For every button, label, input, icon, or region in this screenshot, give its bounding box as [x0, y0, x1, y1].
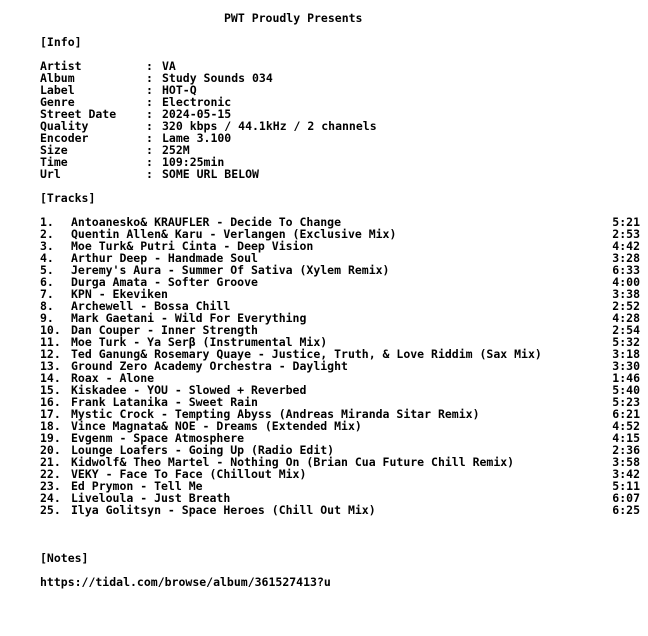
track-duration: 6:21	[612, 407, 640, 421]
track-number: 2.	[40, 227, 54, 241]
info-row	[40, 120, 640, 132]
track-number: 16.	[40, 395, 61, 409]
track-title: Moe Turk - Ya Serβ (Instrumental Mix)	[71, 335, 328, 349]
track-duration: 3:30	[612, 359, 640, 373]
track-number: 3.	[40, 239, 54, 253]
track-title: Arthur Deep - Handmade Soul	[71, 251, 258, 265]
info-separator: :	[146, 131, 153, 145]
info-key: Time	[40, 155, 68, 169]
info-row	[40, 72, 640, 84]
track-number: 1.	[40, 215, 54, 229]
track-duration: 2:36	[612, 443, 640, 457]
track-duration: 3:38	[612, 287, 640, 301]
info-value: 320 kbps / 44.1kHz / 2 channels	[162, 119, 377, 133]
info-value: Electronic	[162, 95, 232, 109]
track-title: Moe Turk& Putri Cinta - Deep Vision	[71, 239, 314, 253]
track-number: 6.	[40, 275, 54, 289]
track-number: 12.	[40, 347, 61, 361]
document-body	[40, 12, 640, 588]
tracks-heading: [Tracks]	[40, 191, 96, 205]
track-number: 15.	[40, 383, 61, 397]
info-list	[40, 60, 640, 180]
track-title: Liveloula - Just Breath	[71, 491, 231, 505]
track-title: Roax - Alone	[71, 371, 155, 385]
track-row	[40, 504, 640, 516]
track-title: VEKY - Face To Face (Chillout Mix)	[71, 467, 307, 481]
track-duration: 4:00	[612, 275, 640, 289]
info-row	[40, 84, 640, 96]
track-duration: 6:33	[612, 263, 640, 277]
track-title: Dan Couper - Inner Strength	[71, 323, 258, 337]
track-title: Mystic Crock - Tempting Abyss (Andreas Miranda Sitar Remix)	[71, 407, 480, 421]
track-duration: 5:23	[612, 395, 640, 409]
track-duration: 5:40	[612, 383, 640, 397]
info-separator: :	[146, 167, 153, 181]
info-value: 252M	[162, 143, 190, 157]
info-key: Album	[40, 71, 75, 85]
info-key: Encoder	[40, 131, 89, 145]
notes-link[interactable]: https://tidal.com/browse/album/361527413?u	[40, 575, 331, 589]
track-number: 8.	[40, 299, 54, 313]
track-number: 11.	[40, 335, 61, 349]
track-number: 5.	[40, 263, 54, 277]
track-duration: 6:07	[612, 491, 640, 505]
track-title: Evgenm - Space Atmosphere	[71, 431, 245, 445]
track-number: 9.	[40, 311, 54, 325]
track-number: 14.	[40, 371, 61, 385]
track-title: Kidwolf& Theo Martel - Nothing On (Brian Cua Future Chill Remix)	[71, 455, 515, 469]
track-duration: 3:58	[612, 455, 640, 469]
info-row	[40, 156, 640, 168]
track-title: Frank Latanika - Sweet Rain	[71, 395, 258, 409]
info-separator: :	[146, 143, 153, 157]
track-duration: 4:28	[612, 311, 640, 325]
track-list	[40, 216, 640, 516]
info-row	[40, 60, 640, 72]
info-separator: :	[146, 83, 153, 97]
track-number: 20.	[40, 443, 61, 457]
info-key: Artist	[40, 59, 82, 73]
track-duration: 5:11	[612, 479, 640, 493]
info-value: 2024-05-15	[162, 107, 232, 121]
info-heading: [Info]	[40, 35, 82, 49]
info-row	[40, 96, 640, 108]
track-duration: 2:54	[612, 323, 640, 337]
track-duration: 5:21	[612, 215, 640, 229]
track-title: Antoanesko& KRAUFLER - Decide To Change	[71, 215, 342, 229]
track-number: 25.	[40, 503, 61, 517]
info-key: Genre	[40, 95, 75, 109]
track-number: 21.	[40, 455, 61, 469]
track-number: 17.	[40, 407, 61, 421]
info-value: Study Sounds 034	[162, 71, 273, 85]
track-duration: 6:25	[612, 503, 640, 517]
track-title: Kiskadee - YOU - Slowed + Reverbed	[71, 383, 307, 397]
track-title: Ted Ganung& Rosemary Quaye - Justice, Truth, & Love Riddim (Sax Mix)	[71, 347, 542, 361]
info-value: VA	[162, 59, 176, 73]
track-title: Ilya Golitsyn - Space Heroes (Chill Out Mix)	[71, 503, 376, 517]
info-key: Quality	[40, 119, 89, 133]
track-title: Lounge Loafers - Going Up (Radio Edit)	[71, 443, 335, 457]
track-number: 24.	[40, 491, 61, 505]
track-number: 18.	[40, 419, 61, 433]
track-duration: 5:32	[612, 335, 640, 349]
info-value: SOME URL BELOW	[162, 167, 259, 181]
track-number: 22.	[40, 467, 61, 481]
info-separator: :	[146, 95, 153, 109]
track-duration: 2:53	[612, 227, 640, 241]
track-title: Quentin Allen& Karu - Verlangen (Exclusive Mix)	[71, 227, 397, 241]
track-number: 7.	[40, 287, 54, 301]
info-key: Url	[40, 167, 61, 181]
track-duration: 4:15	[612, 431, 640, 445]
track-duration: 3:18	[612, 347, 640, 361]
info-row	[40, 132, 640, 144]
track-title: Mark Gaetani - Wild For Everything	[71, 311, 307, 325]
info-row	[40, 144, 640, 156]
track-duration: 1:46	[612, 371, 640, 385]
track-title: Durga Amata - Softer Groove	[71, 275, 258, 289]
track-title: Ground Zero Academy Orchestra - Daylight	[71, 359, 348, 373]
info-separator: :	[146, 59, 153, 73]
info-key: Street Date	[40, 107, 117, 121]
track-number: 10.	[40, 323, 61, 337]
track-duration: 3:28	[612, 251, 640, 265]
track-number: 19.	[40, 431, 61, 445]
info-key: Label	[40, 83, 75, 97]
info-separator: :	[146, 107, 153, 121]
track-duration: 4:42	[612, 239, 640, 253]
track-title: KPN - Ekeviken	[71, 287, 168, 301]
track-title: Vince Magnata& NOE - Dreams (Extended Mix)	[71, 419, 362, 433]
info-separator: :	[146, 71, 153, 85]
info-row	[40, 168, 640, 180]
track-number: 23.	[40, 479, 61, 493]
info-value: 109:25min	[162, 155, 225, 169]
track-duration: 2:52	[612, 299, 640, 313]
track-duration: 4:52	[612, 419, 640, 433]
info-value: HOT-Q	[162, 83, 197, 97]
track-title: Jeremy's Aura - Summer Of Sativa (Xylem Remix)	[71, 263, 390, 277]
info-key: Size	[40, 143, 68, 157]
info-separator: :	[146, 119, 153, 133]
track-title: Ed Prymon - Tell Me	[71, 479, 203, 493]
track-number: 4.	[40, 251, 54, 265]
track-title: Archewell - Bossa Chill	[71, 299, 231, 313]
info-value: Lame 3.100	[162, 131, 232, 145]
track-number: 13.	[40, 359, 61, 373]
track-duration: 3:42	[612, 467, 640, 481]
page-title: PWT Proudly Presents	[224, 11, 363, 25]
notes-heading: [Notes]	[40, 551, 89, 565]
info-separator: :	[146, 155, 153, 169]
